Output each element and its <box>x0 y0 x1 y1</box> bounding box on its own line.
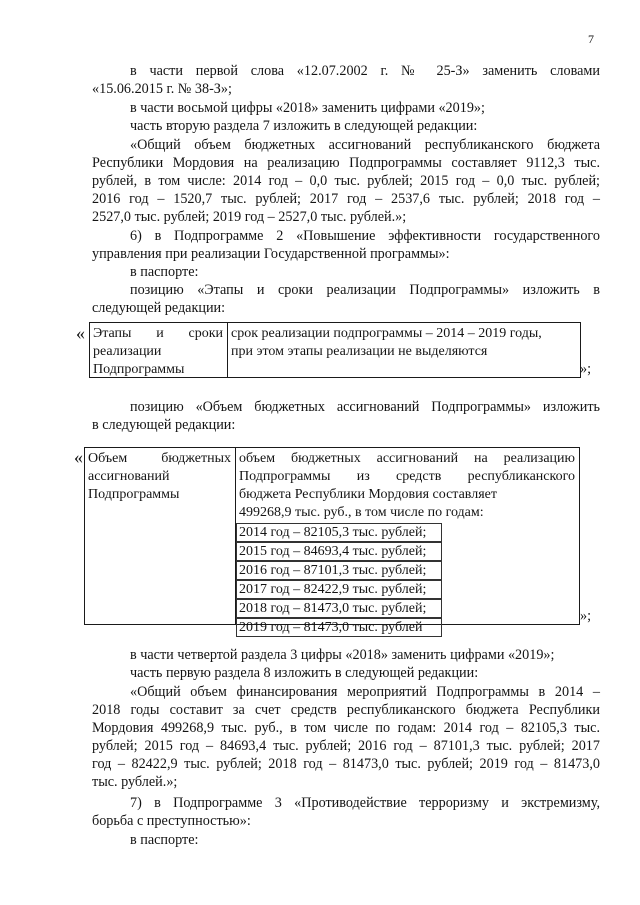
table-right-cell <box>239 450 575 522</box>
year-row: 2018 год – 81473,0 тыс. рублей; <box>236 599 442 618</box>
text-line: позицию «Объем бюджетных ассигнований Подпрограммы» изложить <box>130 399 600 415</box>
text-line: управления при реализации Государственной программы»: <box>92 246 450 262</box>
open-quote: « <box>74 447 83 467</box>
text-line: позицию «Этапы и сроки реализации Подпрограммы» изложить в <box>130 282 600 298</box>
cell-line: при этом этапы реализации не выделяются <box>231 344 488 359</box>
year-row: 2016 год – 87101,3 тыс. рублей; <box>236 561 442 580</box>
cell-line: 499268,9 тыс. руб., в том числе по годам: <box>239 505 484 520</box>
text-line: часть вторую раздела 7 изложить в следующей редакции: <box>130 118 478 134</box>
text-line: борьба с преступностью»: <box>92 813 251 829</box>
cell-line: объем бюджетных ассигнований на реализацию <box>239 451 575 466</box>
cell-line: Подпрограммы из средств республиканского <box>239 469 575 484</box>
cell-line: бюджета Республики Мордовия составляет <box>239 487 497 502</box>
text-line: «Общий объем бюджетных ассигнований республиканского бюджета <box>130 137 600 153</box>
text-line: «15.06.2015 г. № 38-З»; <box>92 81 232 97</box>
text-line: 2527,0 тыс. рублей; 2019 год – 2527,0 тыс. рублей.»; <box>92 209 407 225</box>
cell-line: реализации <box>93 344 162 359</box>
year-row: 2019 год – 81473,0 тыс. рублей <box>236 618 442 637</box>
table-left-cell <box>93 325 223 379</box>
table-stages <box>89 322 581 378</box>
page-number: 7 <box>588 32 594 46</box>
table-divider <box>227 323 228 377</box>
text-line: Республики Мордовия на реализацию Подпрограммы составляет 9112,3 тыс. <box>92 155 600 171</box>
cell-line: Подпрограммы <box>88 487 180 502</box>
close-quote: »; <box>580 361 592 377</box>
text-line: «Общий объем финансирования мероприятий Подпрограммы в 2014 – <box>130 684 600 700</box>
text-line: тыс. рублей.»; <box>92 774 178 790</box>
cell-line: Подпрограммы <box>93 362 185 377</box>
text-line: 2016 год – 1520,7 тыс. рублей; 2017 год – 2537,6 тыс. рублей; 2018 год – <box>92 191 600 207</box>
year-rows <box>236 523 442 637</box>
text-line: 2018 годы составит за счет средств республиканского бюджета Республики <box>92 702 600 718</box>
text-line: Мордовия 499268,9 тыс. руб., в том числе по годам: 2014 год – 82105,3 тыс. <box>92 720 600 736</box>
year-row: 2017 год – 82422,9 тыс. рублей; <box>236 580 442 599</box>
text-line: в паспорте: <box>130 264 199 280</box>
cell-line: срок реализации подпрограммы – 2014 – 2019 годы, <box>231 326 542 341</box>
cell-line: Объем бюджетных <box>88 451 231 466</box>
text-line: в части восьмой цифры «2018» заменить цифрами «2019»; <box>130 100 485 116</box>
table-budget <box>84 447 580 635</box>
text-line: в следующей редакции: <box>92 417 236 433</box>
year-row: 2015 год – 84693,4 тыс. рублей; <box>236 542 442 561</box>
cell-line: Этапы и сроки <box>93 326 223 341</box>
text-line: следующей редакции: <box>92 300 226 316</box>
close-quote: »; <box>580 608 592 624</box>
table-right-cell <box>231 325 576 361</box>
text-line: в части первой слова «12.07.2002 г. № 25-З» заменить словами <box>130 63 600 79</box>
text-line: в паспорте: <box>130 832 199 848</box>
year-row: 2014 год – 82105,3 тыс. рублей; <box>236 523 442 542</box>
text-line: часть первую раздела 8 изложить в следующей редакции: <box>130 665 479 681</box>
text-line: 6) в Подпрограмме 2 «Повышение эффективности государственного <box>130 228 600 244</box>
cell-line: ассигнований <box>88 469 170 484</box>
text-line: рублей; 2015 год – 84693,4 тыс. рублей; 2016 год – 87101,3 тыс. рублей; 2017 <box>92 738 600 754</box>
text-line: в части четвертой раздела 3 цифры «2018» заменить цифрами «2019»; <box>130 647 555 663</box>
text-line: рублей, в том числе: 2014 год – 0,0 тыс. рублей; 2015 год – 0,0 тыс. рублей; <box>92 173 600 189</box>
table-left-cell <box>88 450 231 504</box>
text-line: 7) в Подпрограмме 3 «Противодействие терроризму и экстремизму, <box>130 795 600 811</box>
text-line: год – 82422,9 тыс. рублей; 2018 год – 81473,0 тыс. рублей; 2019 год – 81473,0 <box>92 756 600 772</box>
open-quote: « <box>76 323 85 343</box>
